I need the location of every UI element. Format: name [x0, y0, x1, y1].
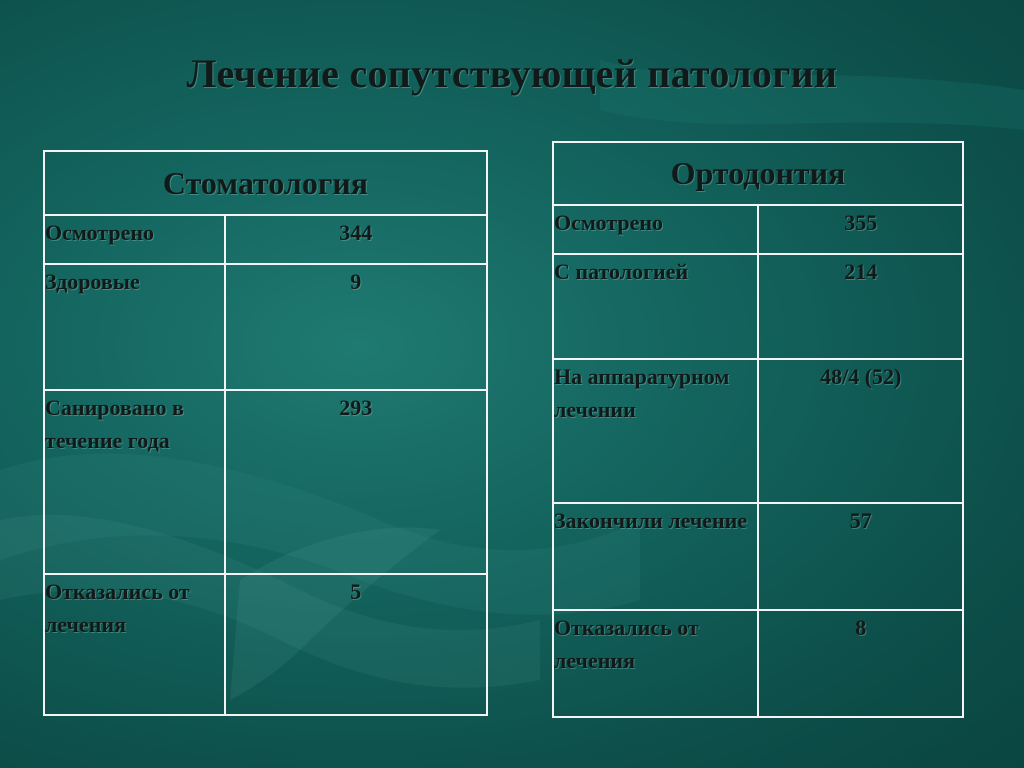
row-label: С патологией [553, 254, 758, 359]
row-label: На аппаратурном лечении [553, 359, 758, 503]
row-value: 5 [225, 574, 487, 715]
row-value: 214 [758, 254, 963, 359]
row-value: 344 [225, 215, 487, 264]
page-title: Лечение сопутствующей патологии [186, 51, 838, 96]
table-row [553, 254, 963, 359]
row-value: 293 [225, 390, 487, 574]
row-label: Отказались от лечения [553, 610, 758, 717]
stomatology-header: Стоматология [44, 151, 487, 215]
table-row [44, 215, 487, 264]
table-row [44, 390, 487, 574]
row-value: 9 [225, 264, 487, 390]
row-value: 355 [758, 205, 963, 254]
row-label: Осмотрено [44, 215, 225, 264]
table-row [553, 205, 963, 254]
row-value: 57 [758, 503, 963, 610]
row-value: 48/4 (52) [758, 359, 963, 503]
orthodontics-table [552, 141, 964, 718]
orthodontics-header: Ортодонтия [553, 142, 963, 205]
row-value: 8 [758, 610, 963, 717]
table-row [553, 610, 963, 717]
row-label: Осмотрено [553, 205, 758, 254]
row-label: Санировано в течение года [44, 390, 225, 574]
table-row [44, 574, 487, 715]
row-label: Здоровые [44, 264, 225, 390]
stomatology-table [43, 150, 488, 716]
row-label: Отказались от лечения [44, 574, 225, 715]
table-row [44, 264, 487, 390]
table-row [553, 503, 963, 610]
table-row [553, 359, 963, 503]
row-label: Закончили лечение [553, 503, 758, 610]
